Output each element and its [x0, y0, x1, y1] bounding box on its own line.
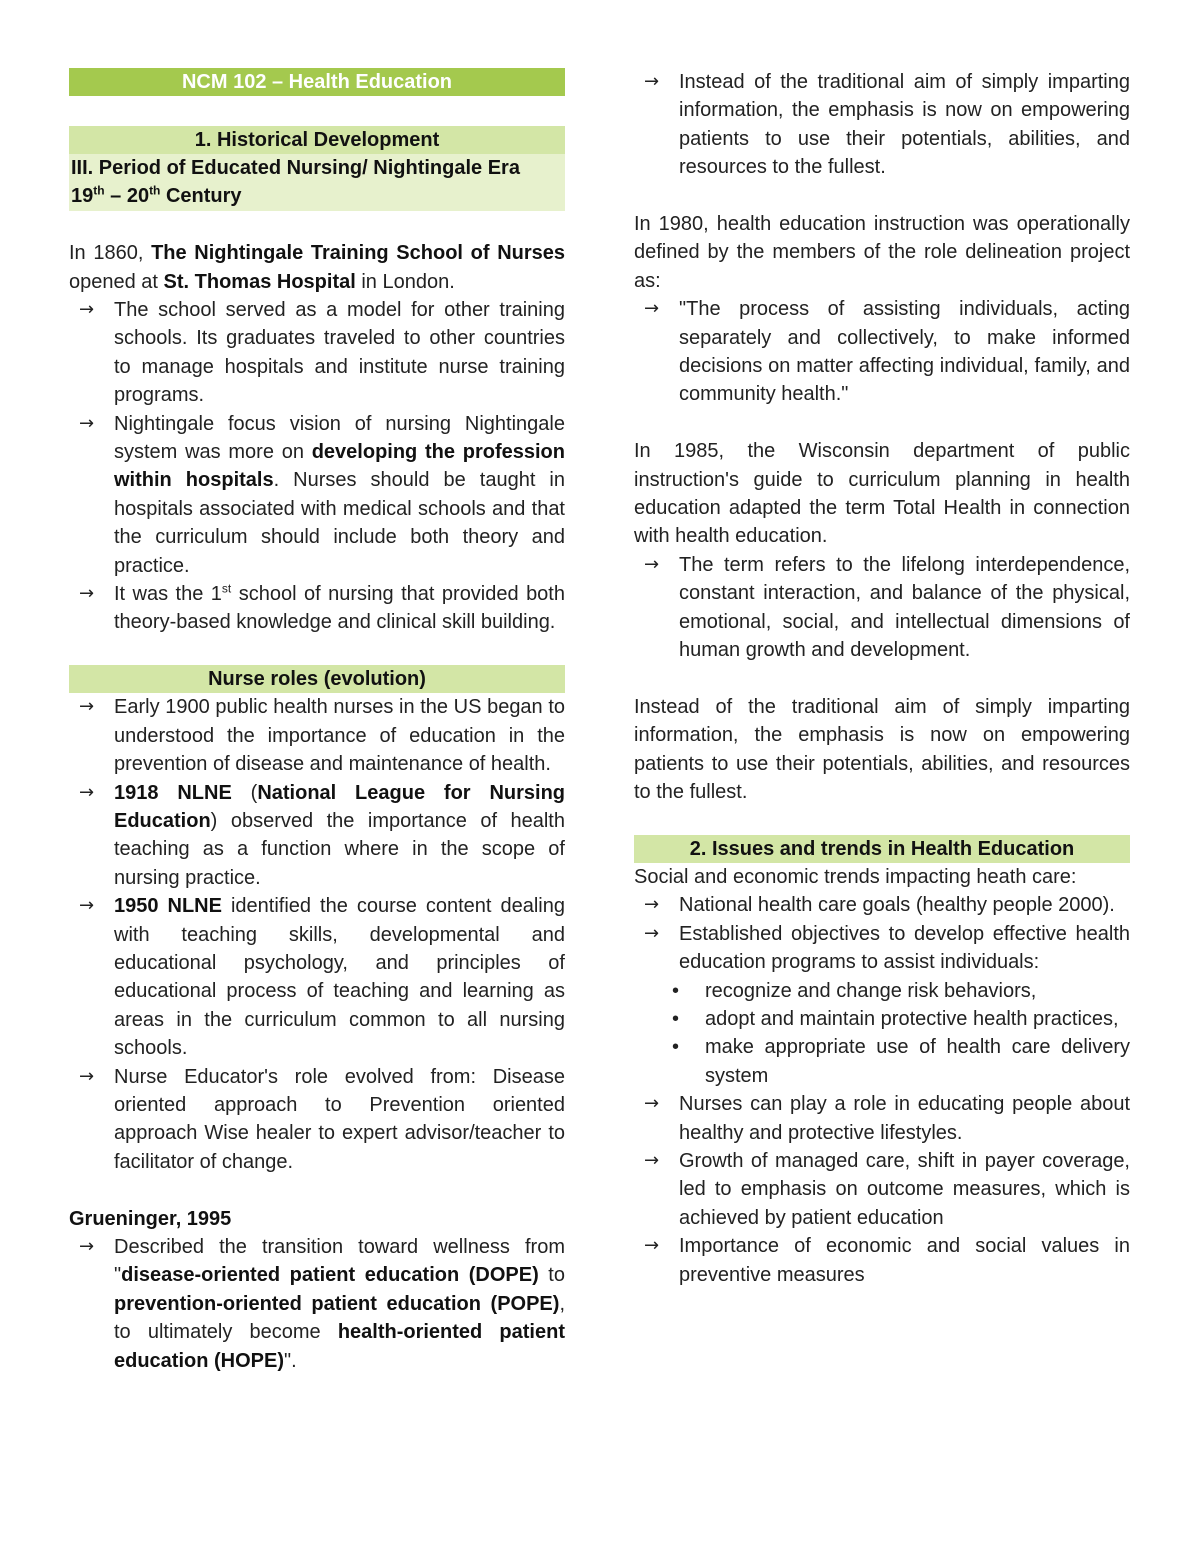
list-item: → Growth of managed care, shift in payer coverage, led to emphasis on outcome measures, which is achieved by patient education	[634, 1147, 1130, 1232]
list-item: → Early 1900 public health nurses in the US began to understood the importance of education in the prevention of disease and maintenance of health.	[69, 693, 565, 778]
list-item: → Described the transition toward wellness from "disease-oriented patient education (DOPE) to prevention-oriented patient education (POPE), to ultimately become health-oriented patient education (HOPE)".	[69, 1233, 565, 1375]
period-title: III. Period of Educated Nursing/ Nightingale Era	[71, 157, 520, 179]
paragraph-1980: In 1980, health education instruction was operationally defined by the members of the role delineation project as:	[634, 213, 1130, 292]
top-bullet-list	[634, 68, 1130, 182]
list-item: → The term refers to the lifelong interdependence, constant interaction, and balance of the physical, emotional, social, and intellectual dimensions of human growth and development.	[634, 551, 1130, 665]
nightingale-bullet-list	[69, 296, 565, 637]
section-heading-historical-development: 1. Historical Development	[69, 126, 565, 154]
sub-list-item: • recognize and change risk behaviors,	[634, 977, 1130, 1005]
section-heading-issues-trends: 2. Issues and trends in Health Education	[634, 835, 1130, 863]
list-item: → Instead of the traditional aim of simply imparting information, the emphasis is now on empowering patients to use their potentials, abilities, and resources to the fullest.	[634, 68, 1130, 182]
list-item: → The school served as a model for other training schools. Its graduates traveled to other countries to manage hospitals and institute nurse training programs.	[69, 296, 565, 410]
grueninger-list	[69, 1233, 565, 1375]
grueninger-heading: Grueninger, 1995	[69, 1207, 232, 1230]
list-item: → Nurse Educator's role evolved from: Disease oriented approach to Prevention oriented approach Wise healer to expert advisor/teacher to facilitator of change.	[69, 1063, 565, 1177]
paragraph-1985: In 1985, the Wisconsin department of public instruction's guide to curriculum planning in health education adapted the term Total Health in connection with health education.	[634, 440, 1130, 548]
list-item: → 1950 NLNE identified the course content dealing with teaching skills, developmental and educational psychology, and principles of educational process of teaching and learning as areas in the curriculum common to all nursing schools.	[69, 892, 565, 1062]
list-item: → "The process of assisting individuals, acting separately and collectively, to make informed decisions on matter affecting individual, family, and community health."	[634, 295, 1130, 409]
list-item: → 1918 NLNE (National League for Nursing Education) observed the importance of health teaching as a function where in the scope of nursing practice.	[69, 779, 565, 893]
nurse-roles-list	[69, 693, 565, 1176]
sub-list-item: • adopt and maintain protective health practices,	[634, 1005, 1130, 1033]
list-item: → It was the 1st school of nursing that provided both theory-based knowledge and clinical skill building.	[69, 580, 565, 637]
trends-intro: Social and economic trends impacting heath care:	[634, 865, 1077, 888]
sub-list-item: • make appropriate use of health care delivery system	[634, 1033, 1130, 1090]
document-title: NCM 102 – Health Education	[69, 68, 565, 96]
century-line: 19th – 20th Century	[71, 183, 242, 208]
total-health-list	[634, 551, 1130, 665]
list-item: → Established objectives to develop effective health education programs to assist individuals:	[634, 920, 1130, 977]
period-heading	[69, 154, 565, 211]
list-item: → Importance of economic and social values in preventive measures	[634, 1232, 1130, 1289]
section-heading-nurse-roles: Nurse roles (evolution)	[69, 665, 565, 693]
list-item: → National health care goals (healthy people 2000).	[634, 891, 1130, 919]
trends-list	[634, 891, 1130, 1289]
paragraph-instead: Instead of the traditional aim of simply imparting information, the emphasis is now on empowering patients to use their potentials, abilities, and resources to the fullest.	[634, 695, 1130, 804]
list-item: → Nightingale focus vision of nursing Nightingale system was more on developing the profession within hospitals. Nurses should be taught in hospitals associated with medical schools and that the curriculum should include both theory and practice.	[69, 410, 565, 580]
intro-paragraph-1860: In 1860, The Nightingale Training School of Nurses opened at St. Thomas Hospital in London.	[69, 242, 566, 293]
left-column	[69, 68, 565, 1375]
definition-1980-list	[634, 295, 1130, 409]
right-column	[634, 68, 1130, 1289]
list-item: → Nurses can play a role in educating people about healthy and protective lifestyles.	[634, 1090, 1130, 1147]
